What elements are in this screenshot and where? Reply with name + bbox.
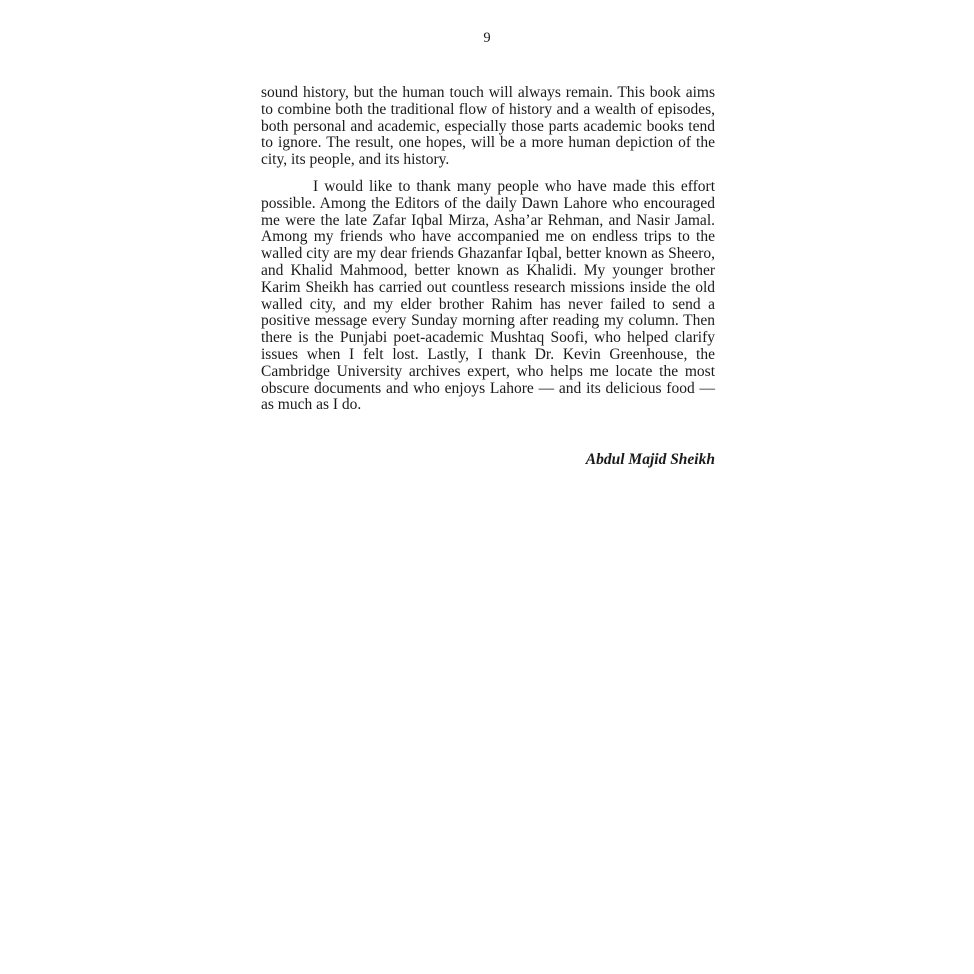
paragraph-1: sound history, but the human touch will always remain. This book aims to combine both the traditional flow of history and a wealth of episodes, both personal and academic, especially those parts academic books tend to ignore. The result, one hopes, will be a more human depiction of the city, its people, and its history. bbox=[261, 84, 715, 169]
page-number: 9 bbox=[483, 30, 491, 46]
paragraph-2: I would like to thank many people who have made this effort possible. Among the Editors of the daily Dawn Lahore who encouraged me were the late Zafar Iqbal Mirza, Asha’ar Rehman, and Nasir Jamal. Among my friends who have accompanied me on endless trips to the walled city are my dear friends Ghazanfar Iqbal, better known as Sheero, and Khalid Mahmood, better known as Khalidi. My younger brother Karim Sheikh has carried out countless research missions inside the old walled city, and my elder brother Rahim has never failed to send a positive message every Sunday morning after reading my column. Then there is the Punjabi poet-academic Mushtaq Soofi, who helped clarify issues when I felt lost. Lastly, I thank Dr. Kevin Greenhouse, the Cambridge University archives expert, who helps me locate the most obscure documents and who enjoys Lahore — and its delicious food — as much as I do. bbox=[261, 177, 715, 414]
body-text bbox=[261, 85, 715, 414]
author-signature: Abdul Majid Sheikh bbox=[585, 451, 715, 468]
